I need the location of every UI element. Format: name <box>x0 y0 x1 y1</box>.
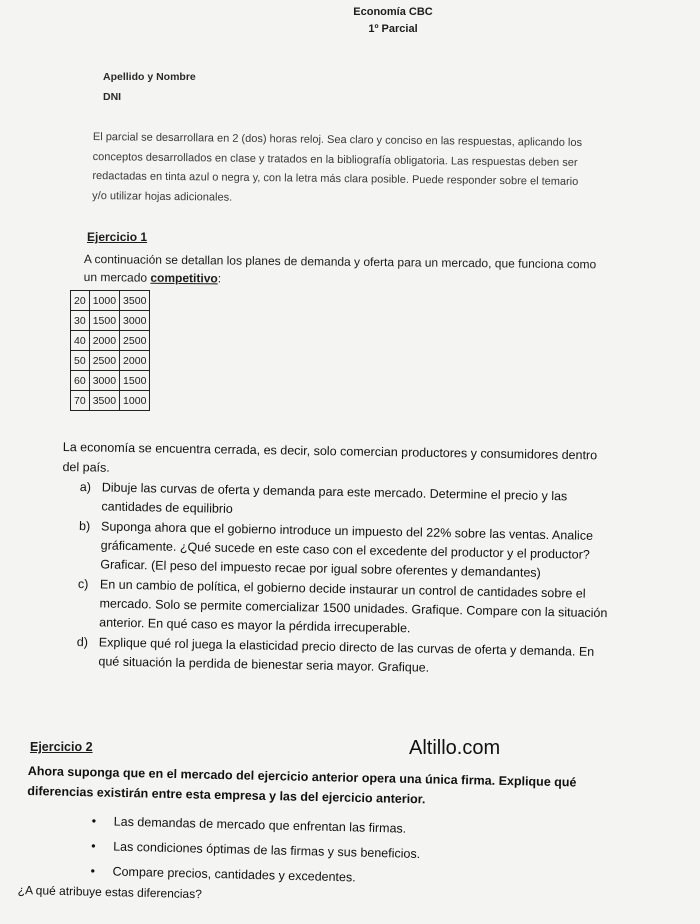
item-text: En un cambio de política, el gobierno decide instaurar un control de cantidades sobre el <box>99 577 586 601</box>
exercise-1-intro <box>84 250 700 292</box>
exercise-item <box>78 517 699 586</box>
supply-demand-table <box>70 290 150 411</box>
name-field-label: Apellido y Nombre <box>103 71 196 83</box>
item-text: Graficar. (El peso del impuesto recae por igual sobre oferentes y demandantes) <box>100 557 541 580</box>
table-cell: 1000 <box>120 391 150 411</box>
exercise-2-intro <box>27 761 688 815</box>
table-cell: 3000 <box>120 311 150 331</box>
bullet-text: Las condiciones óptimas de las firmas y sus beneficios. <box>112 839 421 862</box>
bullet-text: Compare precios, cantidades y excedentes. <box>112 864 356 885</box>
table-row <box>71 351 150 371</box>
intro-text: un mercado <box>83 269 151 285</box>
table-cell: 2500 <box>89 351 119 371</box>
table-row <box>71 311 150 331</box>
table-cell: 70 <box>71 391 90 411</box>
table-cell: 50 <box>71 351 90 371</box>
exercise-2-title: Ejercicio 2 <box>30 740 93 754</box>
instructions-block <box>92 128 700 213</box>
item-marker: d) <box>76 634 89 650</box>
table-cell: 3500 <box>89 391 119 411</box>
exercise-item <box>77 575 698 644</box>
exam-title: Economía CBC <box>353 6 433 18</box>
bullet-text: Las demandas de mercado que enfrentan las firmas. <box>113 814 407 836</box>
closed-economy-line: La economía se encuentra cerrada, es decir, solo comercian productores y consumidores dentro <box>62 439 598 463</box>
bullet-dot: • <box>90 863 96 879</box>
exercise-2-bullets <box>90 812 592 893</box>
bullet-dot: • <box>90 838 96 854</box>
table-cell: 1500 <box>89 311 119 331</box>
item-text: Dibuje las curvas de oferta y demanda para este mercado. Determine el precio y las <box>101 480 568 504</box>
table-row <box>71 331 150 351</box>
exercise-2-intro-line: Ahora suponga que en el mercado del ejercicio anterior opera una única firma. Explique qué <box>27 763 577 790</box>
table-cell: 2000 <box>120 351 150 371</box>
instructions-line: y/o utilizar hojas adicionales. <box>92 189 233 204</box>
bullet-dot: • <box>91 813 97 829</box>
table-cell: 30 <box>71 311 90 331</box>
item-marker: c) <box>77 576 89 592</box>
instructions-line: redactadas en tinta azul o negra y, con la letra más clara posible. Puede responder sobre el temario <box>92 169 579 188</box>
instructions-line: El parcial se desarrollara en 2 (dos) horas reloj. Sea claro y conciso en las respuestas, aplicando los <box>92 130 583 149</box>
item-text: anterior. En qué caso es mayor la pérdida irrecuperable. <box>99 615 411 636</box>
item-text: Suponga ahora que el gobierno introduce un impuesto del 22% sobre las ventas. Analice <box>100 519 594 543</box>
dni-field-label: DNI <box>103 91 122 103</box>
item-text: Explique qué rol juega la elasticidad precio directo de las curvas de oferta y demanda. En <box>98 635 595 659</box>
altillo-watermark: Altillo.com <box>409 737 501 759</box>
exam-subtitle: 1º Parcial <box>368 23 418 35</box>
exercise-2-intro-line: diferencias existirán entre esta empresa y las del ejercicio anterior. <box>27 783 426 807</box>
item-text: qué situación la perdida de bienestar seria mayor. Grafique. <box>98 654 430 675</box>
table-cell: 2000 <box>89 331 119 351</box>
exercise-1-intro-line: A continuación se detallan los planes de demanda y oferta para un mercado, que funciona como <box>83 251 597 272</box>
exercise-2-closing: ¿A qué atribuye estas diferencias? <box>17 882 202 902</box>
table-cell: 1500 <box>120 371 150 391</box>
item-text: cantidades de equilibrio <box>101 499 233 516</box>
table-row <box>71 371 150 391</box>
table-cell: 2500 <box>120 331 150 351</box>
table-cell: 40 <box>71 331 90 351</box>
table-row <box>71 391 150 411</box>
item-marker: b) <box>78 518 91 534</box>
item-marker: a) <box>79 479 92 495</box>
exercise-1-title: Ejercicio 1 <box>87 230 148 244</box>
exercise-1-items <box>76 478 700 684</box>
table-cell: 1000 <box>89 291 119 311</box>
closed-economy-line: del país. <box>62 459 110 475</box>
item-text: mercado. Solo se permite comercializar 1500 unidades. Grafique. Compare con la situación <box>99 596 608 621</box>
table-cell: 3500 <box>120 291 150 311</box>
item-text: gráficamente. ¿Qué sucede en este caso con el excedente del productor y el productor? <box>100 538 590 562</box>
table-cell: 60 <box>71 371 90 391</box>
instructions-line: conceptos desarrollados en clase y tratados en la bibliografía obligatoria. Las respuestas deben ser <box>92 150 578 169</box>
table-cell: 20 <box>71 291 90 311</box>
intro-colon: : <box>217 271 222 286</box>
competitive-emphasis: competitivo <box>150 270 218 286</box>
table-cell: 3000 <box>89 371 119 391</box>
table-row <box>71 291 150 311</box>
